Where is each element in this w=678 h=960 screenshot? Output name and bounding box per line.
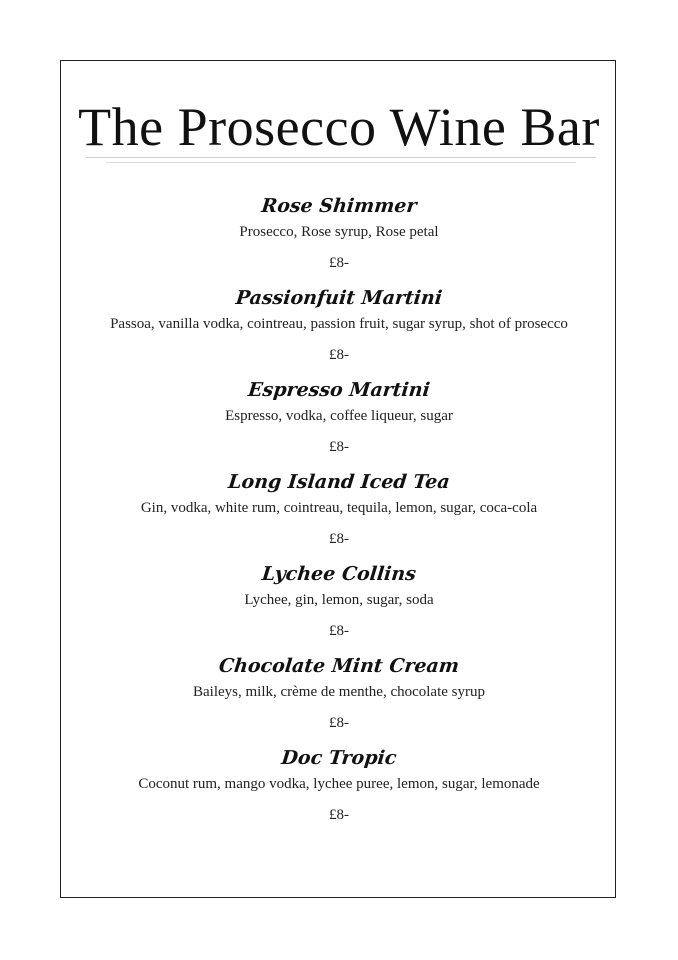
item-price: £8- bbox=[329, 255, 349, 271]
item-price: £8- bbox=[329, 623, 349, 639]
item-name: Rose Shimmer bbox=[260, 195, 418, 217]
item-price: £8- bbox=[329, 531, 349, 547]
item-name: Espresso Martini bbox=[247, 379, 431, 401]
item-description: Espresso, vodka, coffee liqueur, sugar bbox=[225, 408, 453, 424]
item-name: Passionfuit Martini bbox=[234, 287, 444, 309]
item-description: Coconut rum, mango vodka, lychee puree, lemon, sugar, lemonade bbox=[138, 776, 540, 792]
menu-item-doc-tropic bbox=[0, 742, 678, 834]
cocktail-menu bbox=[0, 190, 678, 834]
item-price: £8- bbox=[329, 715, 349, 731]
item-description: Baileys, milk, crème de menthe, chocolate syrup bbox=[193, 684, 485, 700]
item-price: £8- bbox=[329, 347, 349, 363]
menu-item-chocolate-mint-cream bbox=[0, 650, 678, 742]
page-title: The Prosecco Wine Bar bbox=[78, 97, 600, 157]
title-divider bbox=[86, 157, 596, 158]
item-description: Prosecco, Rose syrup, Rose petal bbox=[239, 224, 439, 240]
item-description: Gin, vodka, white rum, cointreau, tequila, lemon, sugar, coca-cola bbox=[140, 500, 538, 516]
menu-item-rose-shimmer bbox=[0, 190, 678, 282]
item-description: Lychee, gin, lemon, sugar, soda bbox=[244, 592, 434, 608]
item-price: £8- bbox=[329, 807, 349, 823]
item-name: Chocolate Mint Cream bbox=[217, 655, 461, 677]
item-name: Long Island Iced Tea bbox=[227, 471, 451, 493]
menu-item-long-island-iced-tea bbox=[0, 466, 678, 558]
item-price: £8- bbox=[329, 439, 349, 455]
menu-item-passionfuit-martini bbox=[0, 282, 678, 374]
item-name: Doc Tropic bbox=[280, 747, 398, 769]
menu-item-lychee-collins bbox=[0, 558, 678, 650]
item-description: Passoa, vanilla vodka, cointreau, passion fruit, sugar syrup, shot of prosecco bbox=[110, 316, 568, 332]
title-divider-secondary bbox=[106, 162, 576, 163]
item-name: Lychee Collins bbox=[260, 563, 418, 585]
menu-item-espresso-martini bbox=[0, 374, 678, 466]
